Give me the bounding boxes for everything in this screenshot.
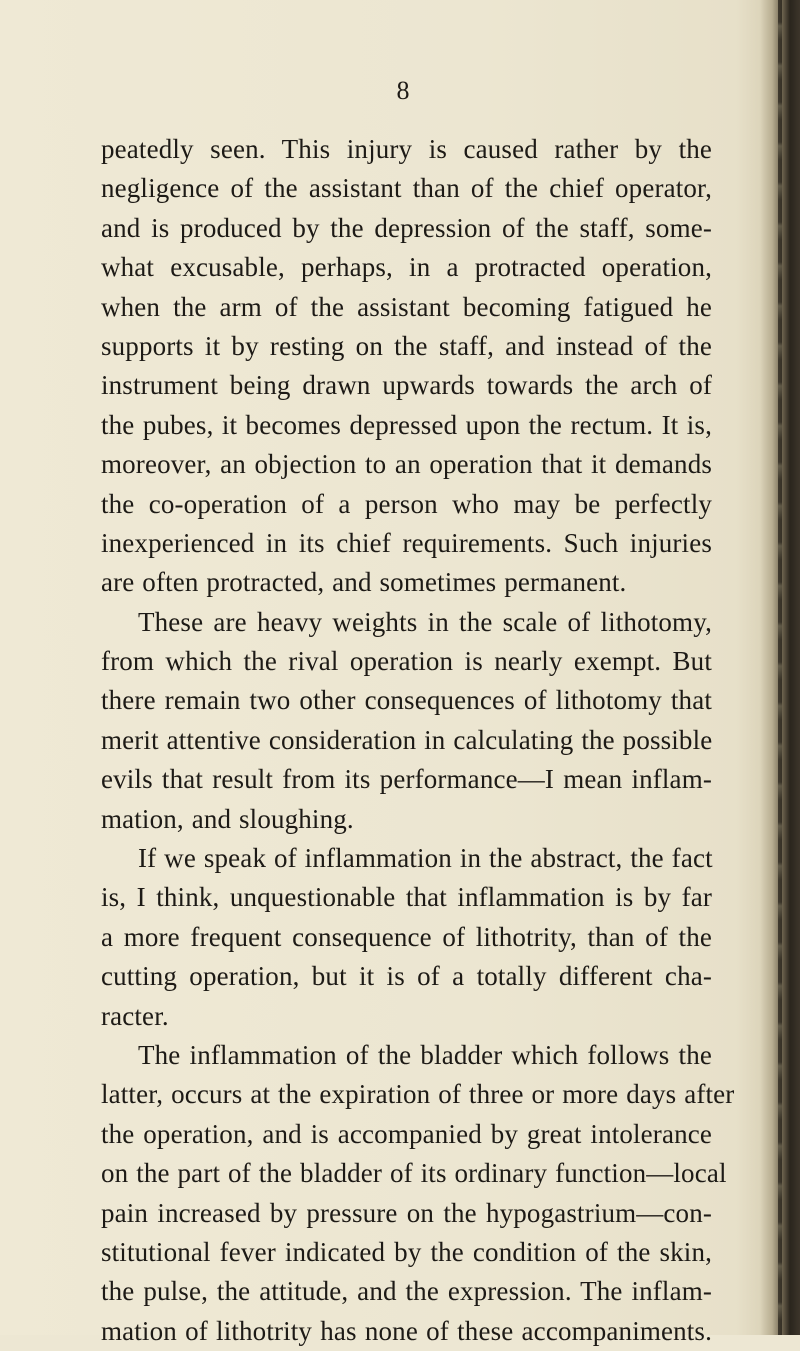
text-line: the pubes, it becomes depressed upon the rectum. It is, [101, 409, 712, 440]
text-line: The inflammation of the bladder which follows the [138, 1039, 712, 1070]
text-line: the co-operation of a person who may be perfectly [101, 488, 712, 519]
text-line: what excusable, perhaps, in a protracted operation, [101, 252, 712, 283]
text-line: supports it by resting on the staff, and instead of the [101, 330, 712, 361]
text-line: and is produced by the depression of the staff, some- [101, 212, 712, 243]
text-line: latter, occurs at the expiration of three or more days after [101, 1079, 735, 1110]
text-line: cutting operation, but it is of a totally different cha- [101, 961, 712, 992]
text-line: when the arm of the assistant becoming fatigued he [101, 291, 712, 322]
text-line: merit attentive consideration in calculating the possible [101, 724, 713, 755]
text-line: a more frequent consequence of lithotrity, than of the [101, 921, 712, 952]
text-line: If we speak of inflammation in the abstract, the fact [138, 843, 713, 874]
text-line: instrument being drawn upwards towards the arch of [101, 370, 712, 401]
body-text [101, 130, 735, 1351]
text-line: stitutional fever indicated by the condition of the skin, [101, 1236, 712, 1267]
text-line: there remain two other consequences of lithotomy that [101, 685, 712, 716]
text-line: evils that result from its performance—I mean inflam- [101, 764, 712, 795]
text-line: pain increased by pressure on the hypogastrium—con- [101, 1197, 712, 1228]
text-line: inexperienced in its chief requirements. Such injuries [101, 527, 712, 558]
text-line: These are heavy weights in the scale of lithotomy, [138, 606, 712, 637]
text-line: on the part of the bladder of its ordinary function—local [101, 1158, 727, 1189]
page-number: 8 [396, 76, 410, 105]
text-line: are often protracted, and sometimes permanent. [101, 567, 627, 598]
text-line: the pulse, the attitude, and the expression. The inflam- [101, 1276, 712, 1307]
text-line: negligence of the assistant than of the chief operator, [101, 173, 712, 204]
text-line: mation, and sloughing. [101, 803, 354, 834]
text-line: racter. [101, 1000, 169, 1031]
text-line: moreover, an objection to an operation that it demands [101, 449, 712, 480]
text-line: is, I think, unquestionable that inflammation is by far [101, 882, 712, 913]
book-binding-edge [760, 0, 800, 1335]
text-line: peatedly seen. This injury is caused rather by the [101, 134, 712, 164]
text-line: mation of lithotrity has none of these accompaniments. [101, 1315, 712, 1346]
text-line: from which the rival operation is nearly exempt. But [101, 646, 712, 677]
text-line: the operation, and is accompanied by great intolerance [101, 1118, 712, 1149]
